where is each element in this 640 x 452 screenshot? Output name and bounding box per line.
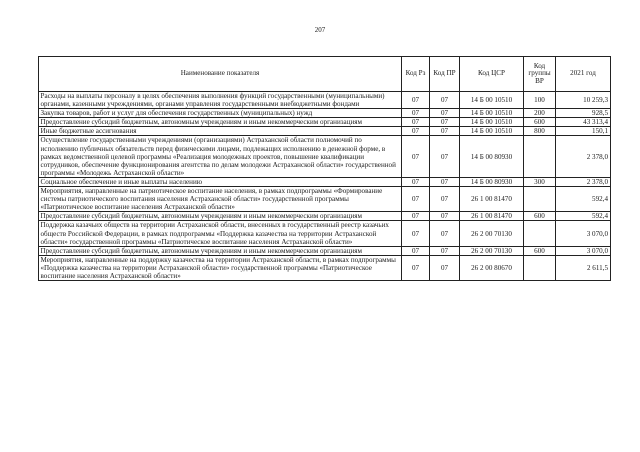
row-vr [524,187,556,212]
row-value: 150,1 [556,127,611,136]
row-rz: 07 [402,246,430,255]
page-number: 207 [314,26,326,34]
row-value: 592,4 [556,187,611,212]
row-pr: 07 [430,221,460,246]
row-pr: 07 [430,127,460,136]
row-pr: 07 [430,212,460,221]
row-name: Предоставление субсидий бюджетным, автономным учреждениям и иным некоммерческим организациям [39,246,402,255]
row-rz: 07 [402,177,430,186]
table-header-row [39,57,611,92]
row-csr: 14 Б 00 10510 [460,118,524,127]
row-name: Расходы на выплаты персоналу в целях обеспечения выполнения функций государственными (муниципальными) органами, казенными учреждениями, органами управления государственными внебюджетными фондами [39,92,402,109]
row-value: 2 378,0 [556,136,611,177]
row-name: Предоставление субсидий бюджетным, автономным учреждениям и иным некоммерческим организациям [39,118,402,127]
row-rz: 07 [402,212,430,221]
row-csr: 26 1 00 81470 [460,187,524,212]
row-pr: 07 [430,246,460,255]
row-rz: 07 [402,187,430,212]
row-rz: 07 [402,109,430,118]
row-csr: 26 2 00 70130 [460,221,524,246]
budget-table [38,56,611,281]
row-name: Закупка товаров, работ и услуг для обеспечения государственных (муниципальных) нужд [39,109,402,118]
row-csr: 14 Б 00 10510 [460,127,524,136]
row-rz: 07 [402,127,430,136]
table-row [39,92,611,109]
row-name: Мероприятия, направленные на поддержку казачества на территории Астраханской области, в рамках подпрограммы «Поддержка казачества на территории Астраханской области» государственной программы «Патриотическое воспитание населения Астраханской области» [39,255,402,280]
row-csr: 26 2 00 80670 [460,255,524,280]
header-pr: Код ПР [430,57,460,92]
row-vr [524,255,556,280]
row-vr: 600 [524,212,556,221]
row-csr: 26 2 00 70130 [460,246,524,255]
table-row [39,118,611,127]
row-value: 2 378,0 [556,177,611,186]
table-row [39,255,611,280]
row-pr: 07 [430,109,460,118]
row-value: 2 611,5 [556,255,611,280]
row-value: 3 070,0 [556,246,611,255]
header-vr: Код группы ВР [524,57,556,92]
row-rz: 07 [402,92,430,109]
row-name: Осуществление государственными учреждениями (организациями) Астраханской области полномочий по исполнению публичных обязательств перед физическими лицами, подлежащих исполнению в денежной форме, в рамках ведомственной целевой программы «Реализация молодежных проектов, повышение квалификации сотрудников, обеспечение функционирования агентства по делам молодежи Астраханской области» государственной программы «Молодежь Астраханской области» [39,136,402,177]
row-csr: 26 1 00 81470 [460,212,524,221]
row-pr: 07 [430,255,460,280]
table-row [39,177,611,186]
header-year: 2021 год [556,57,611,92]
row-vr: 600 [524,246,556,255]
row-vr: 600 [524,118,556,127]
row-pr: 07 [430,177,460,186]
row-name: Поддержка казачьих обществ на территории Астраханской области, внесенных в государственный реестр казачьих обществ Российской Федерации, в рамках подпрограммы «Поддержка казачества на территории Астраханской области» государственной программы «Патриотическое воспитание населения Астраханской области» [39,221,402,246]
row-pr: 07 [430,187,460,212]
row-csr: 14 Б 00 10510 [460,92,524,109]
row-vr [524,221,556,246]
row-pr: 07 [430,136,460,177]
header-csr: Код ЦСР [460,57,524,92]
row-value: 3 070,0 [556,221,611,246]
table-row [39,109,611,118]
table-row [39,136,611,177]
row-value: 928,5 [556,109,611,118]
header-name: Наименование показателя [39,57,402,92]
header-rz: Код Рз [402,57,430,92]
row-name: Иные бюджетные ассигнования [39,127,402,136]
row-rz: 07 [402,221,430,246]
row-value: 592,4 [556,212,611,221]
table-row [39,221,611,246]
row-pr: 07 [430,118,460,127]
row-name: Социальное обеспечение и иные выплаты населению [39,177,402,186]
row-rz: 07 [402,255,430,280]
row-csr: 14 Б 00 10510 [460,109,524,118]
row-rz: 07 [402,118,430,127]
row-vr: 100 [524,92,556,109]
row-value: 10 259,3 [556,92,611,109]
row-name: Мероприятия, направленные на патриотическое воспитание населения, в рамках подпрограммы «Формирование системы патриотического воспитания населения Астраханской области» государственной программы «Патриотическое воспитание населения Астраханской области» [39,187,402,212]
table-row [39,127,611,136]
table-row [39,246,611,255]
row-vr: 300 [524,177,556,186]
row-vr: 200 [524,109,556,118]
row-name: Предоставление субсидий бюджетным, автономным учреждениям и иным некоммерческим организациям [39,212,402,221]
row-pr: 07 [430,92,460,109]
table-row [39,187,611,212]
row-csr: 14 Б 00 80930 [460,136,524,177]
row-vr: 800 [524,127,556,136]
row-csr: 14 Б 00 80930 [460,177,524,186]
row-value: 43 313,4 [556,118,611,127]
row-rz: 07 [402,136,430,177]
row-vr [524,136,556,177]
table-row [39,212,611,221]
